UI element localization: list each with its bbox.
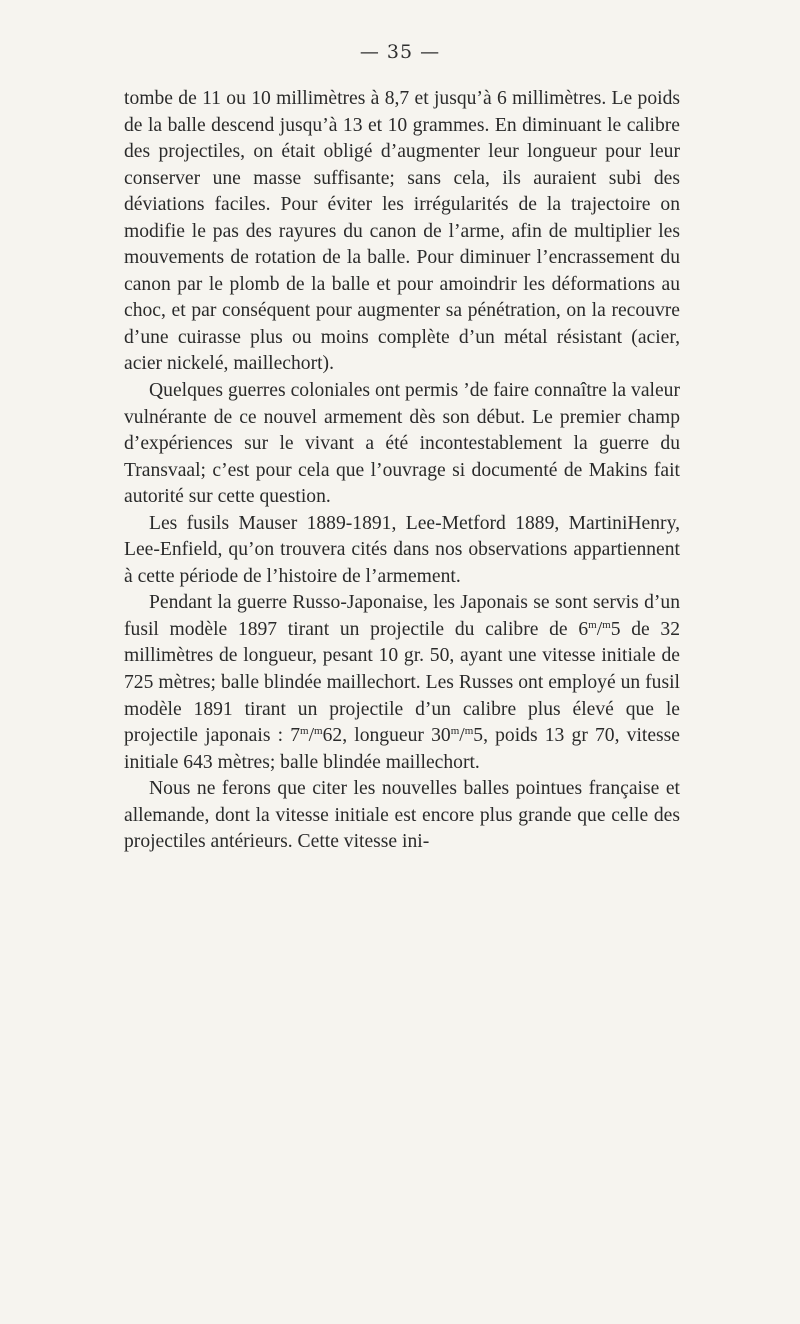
paragraph: Quelques guerres coloniales ont permis ’de faire connaître la valeur vulnérante de ce nouvel armement dès son début. Le premier champ d’expériences sur le vivant a été incontestablement la guerre du Transvaal; c’est pour cela que l’ouvrage si documenté de Makins fait autorité sur cette question. bbox=[124, 380, 680, 508]
paragraph: Les fusils Mauser 1889-1891, Lee-Metford 1889, MartiniHenry, Lee-Enfield, qu’on trouvera cités dans nos observations appartiennent à cette période de l’histoire de l’armement. bbox=[124, 512, 680, 587]
page-number: — 35 — bbox=[359, 41, 441, 63]
paragraph: tombe de 11 ou 10 millimètres à 8,7 et jusqu’à 6 millimètres. Le poids de la balle descend jusqu’à 13 et 10 grammes. En diminuant le calibre des projectiles, on était obligé d’augmenter leur longueur pour leur conserver une masse suffisante; sans cela, ils auraient subi des déviations faciles. Pour éviter les irrégularités de la trajectoire on modifie le pas des rayures du canon de l’arme, afin de multiplier les mouvements de rotation de la balle. Pour diminuer l’encrassement du canon par le plomb de la balle et pour amoindrir les déformations au choc, et par conséquent pour augmenter sa pénétration, on la recouvre d’une cuirasse plus ou moins complète d’un métal résistant (acier, acier nickelé, maillechort). bbox=[124, 88, 680, 375]
paragraph: Nous ne ferons que citer les nouvelles balles pointues française et allemande, dont la vitesse initiale est encore plus grande que celle des projectiles antérieurs. Cette vitesse ini- bbox=[124, 778, 680, 853]
body-text bbox=[124, 86, 680, 856]
paragraph: Pendant la guerre Russo-Japonaise, les Japonais se sont servis d’un fusil modèle 1897 tirant un projectile du calibre de 6$^m$/$^m$5 de 32 millimètres de longueur, pesant 10 gr. 50, ayant une vitesse initiale de 725 mètres; balle blindée maillechort. Les Russes ont employé un fusil modèle 1891 tirant un projectile d’un calibre plus élevé que le projectile japonais : 7$^m$/$^m$62, longueur 30$^m$/$^m$5, poids 13 gr 70, vitesse initiale 643 mètres; balle blindée maillechort. bbox=[124, 592, 681, 773]
